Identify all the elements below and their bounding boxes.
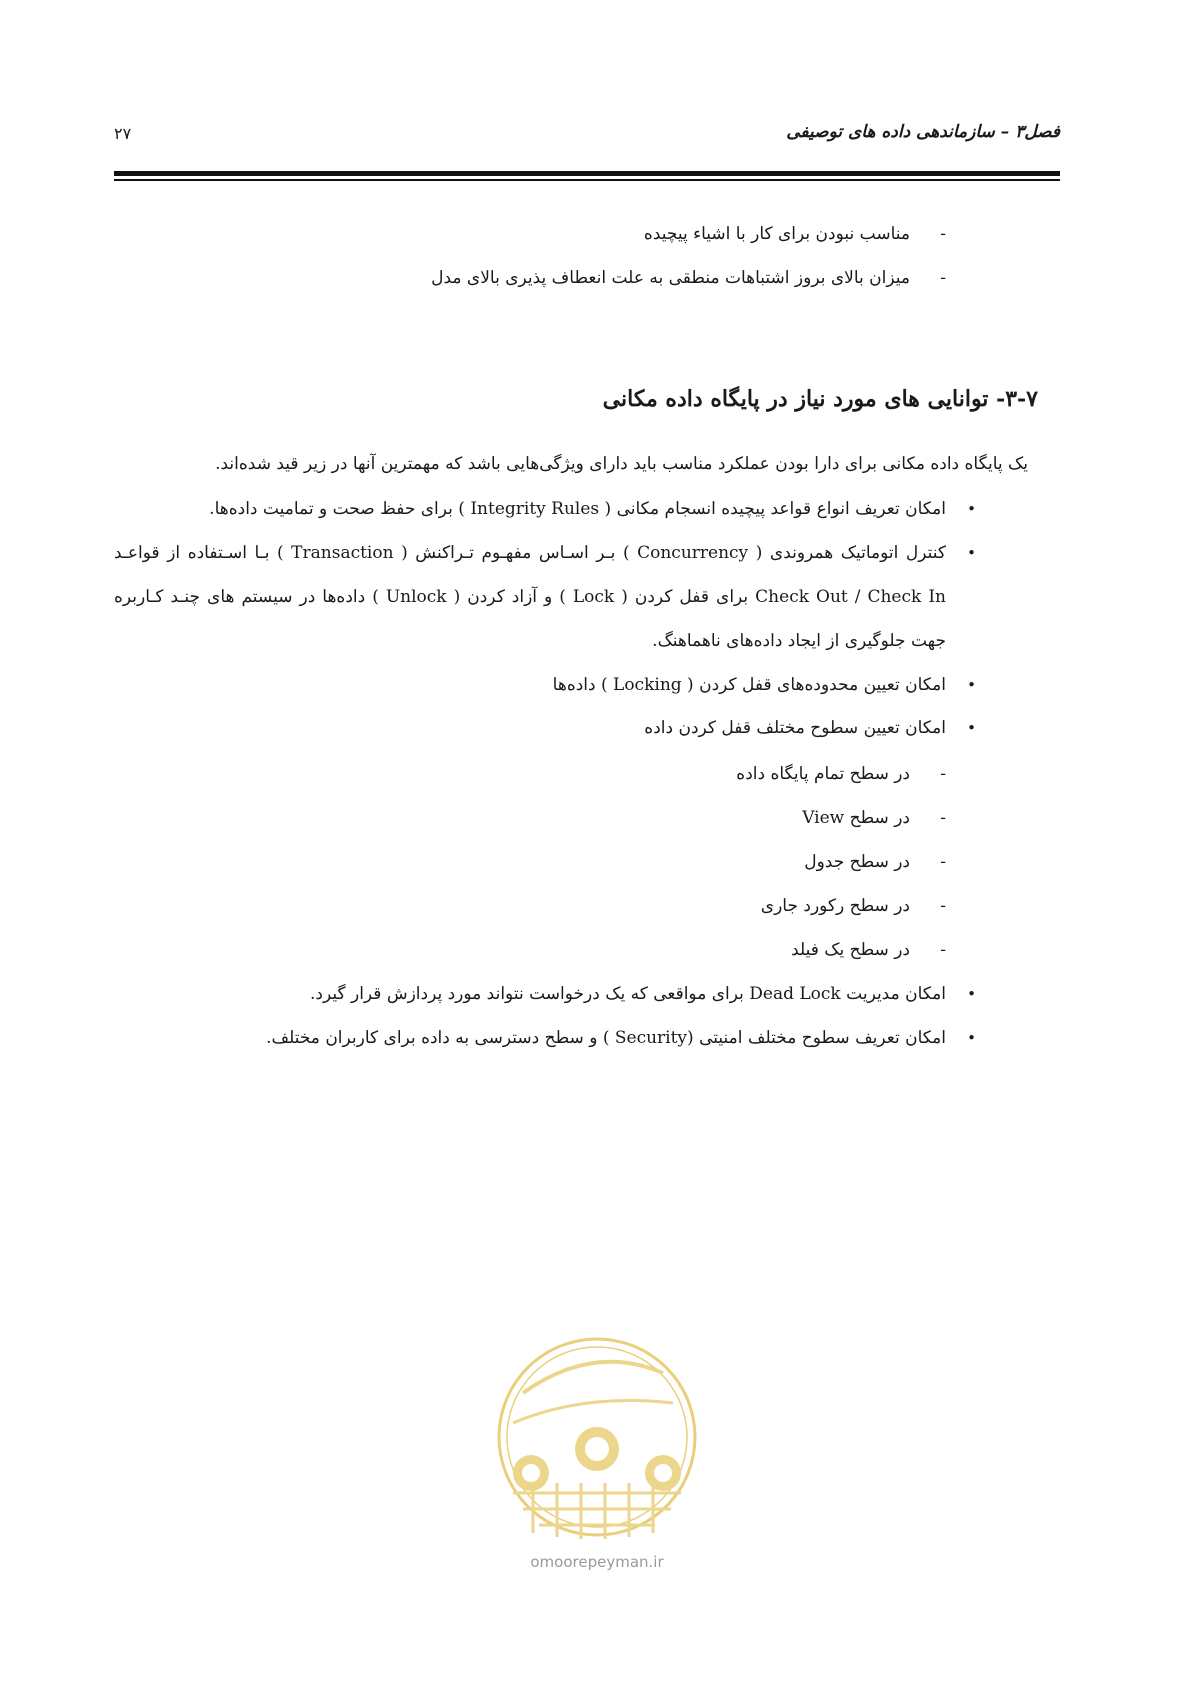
list-item	[431, 266, 946, 290]
dash-marker: -	[940, 764, 946, 784]
watermark-logo	[493, 1333, 701, 1547]
dash-marker: -	[940, 224, 946, 244]
bullet-item	[209, 497, 976, 521]
sub-list-text: در سطح رکورد جاری	[760, 896, 910, 916]
bullet-item	[114, 541, 976, 565]
bullet-continuation-line: Check Out / Check In برای قفل کردن ( Lock ) و آزاد کردن ( Unlock ) داده‌ها در سیستم های چنـد کـاربره	[114, 587, 946, 607]
bullet-text: امکان تعریف انواع قواعد پیچیده انسجام مکانی ( Integrity Rules ) برای حفظ صحت و تمامیت داده‌ها.	[209, 499, 946, 519]
bullet-item	[310, 982, 976, 1006]
dash-marker: -	[940, 852, 946, 872]
dash-marker: -	[940, 268, 946, 288]
bullet-marker: •	[967, 719, 976, 737]
bullet-marker: •	[967, 1029, 976, 1047]
watermark-url: omoorepeyman.ir	[530, 1553, 664, 1571]
bullet-item	[553, 673, 976, 697]
list-item-text: میزان بالای بروز اشتباهات منطقی به علت انعطاف پذیری بالای مدل	[431, 268, 910, 288]
bullet-marker: •	[967, 676, 976, 694]
sub-list-text: در سطح تمام پایگاه داده	[736, 764, 910, 784]
bullet-text: امکان تعیین محدوده‌های قفل کردن ( Locking ) داده‌ها	[552, 675, 946, 695]
bullet-text-line: کنترل اتوماتیک همروندی ( Concurrency ) بـر اسـاس مفهـوم تـراکنش ( Transaction ) بـا اسـتفاده از قواعـد	[114, 543, 946, 563]
sub-list-item	[804, 850, 946, 874]
bullet-marker: •	[967, 985, 976, 1003]
sub-list-item	[791, 938, 946, 962]
dash-marker: -	[940, 808, 946, 828]
list-item	[644, 222, 946, 246]
bullet-marker: •	[967, 544, 976, 562]
page-number: ۲۷	[114, 124, 132, 143]
dash-marker: -	[940, 940, 946, 960]
sub-list-item	[736, 762, 946, 786]
header-rule-thick	[114, 171, 1060, 176]
header-rule-thin	[114, 179, 1060, 181]
list-item-text: مناسب نبودن برای کار با اشیاء پیچیده	[643, 224, 910, 244]
page-header	[114, 118, 1060, 158]
intro-paragraph: یک پایگاه داده مکانی برای دارا بودن عملکرد مناسب باید دارای ویژگی‌هایی باشد که مهمترین آنها در زیر قید شده‌اند.	[215, 454, 1028, 474]
bullet-marker: •	[967, 500, 976, 518]
bullet-continuation-line: جهت جلوگیری از ایجاد داده‌های ناهماهنگ.	[652, 631, 946, 651]
sub-list-item	[802, 806, 946, 830]
bullet-text: امکان تعیین سطوح مختلف قفل کردن داده	[644, 718, 946, 738]
bullet-item	[266, 1026, 976, 1050]
sub-list-item	[761, 894, 946, 918]
sub-list-text: در سطح یک فیلد	[791, 940, 910, 960]
bullet-item	[644, 716, 976, 740]
bullet-text: امکان مدیریت Dead Lock برای مواقعی که یک درخواست نتواند مورد پردازش قرار گیرد.	[310, 984, 946, 1004]
chapter-title: فصل۳ – سازماندهی داده های توصیفی	[786, 122, 1060, 142]
dash-marker: -	[940, 896, 946, 916]
bullet-text: امکان تعریف سطوح مختلف امنیتی (Security ) و سطح دسترسی به داده برای کاربران مختلف.	[266, 1028, 946, 1048]
sub-list-text: در سطح جدول	[804, 852, 910, 872]
section-heading: ۳-۷- توانایی های مورد نیاز در پایگاه داده مکانی	[602, 386, 1038, 412]
sub-list-text: در سطح View	[802, 808, 910, 828]
